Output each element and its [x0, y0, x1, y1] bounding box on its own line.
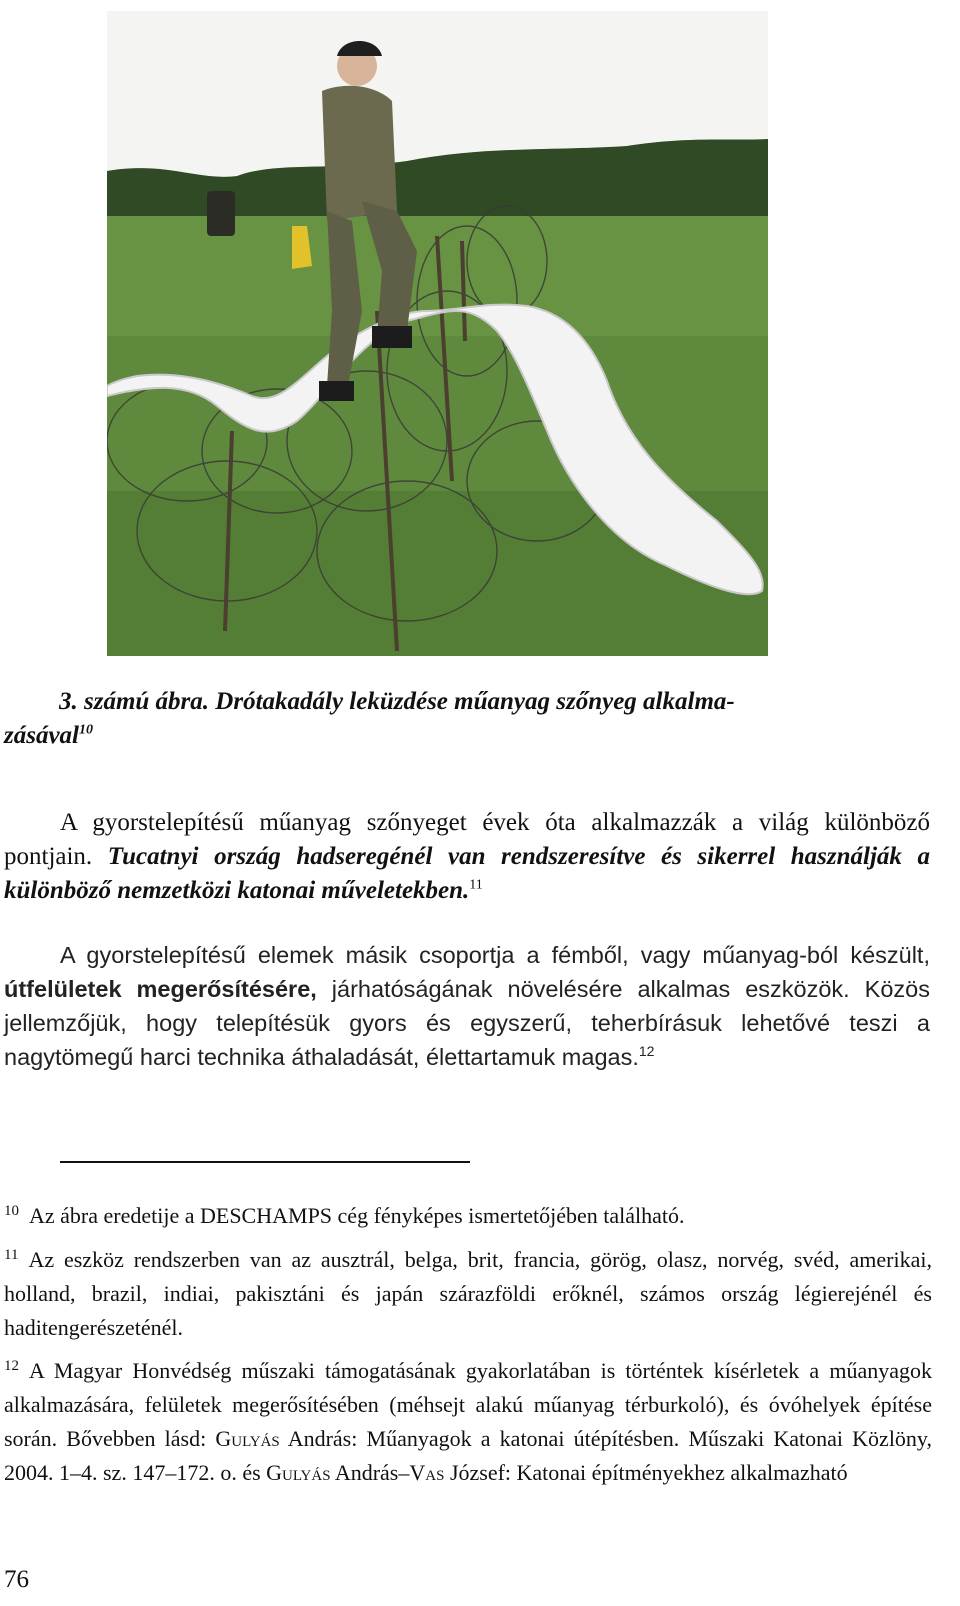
footnote-10-text: Az ábra eredetije a DESCHAMPS cég fényképes ismertetőjében található. [29, 1203, 685, 1228]
paragraph-2 [4, 938, 930, 1074]
footnote-12-text-1: A Magyar Honvédség műszaki támogatásának gyakorlatában is történtek kísérletek a műanyagok alkalmazására, felületek megerősítésében (méhsejt alakú műanyag térburkoló), és óvóhelyek építése során. Bővebben lásd: [4, 1358, 932, 1451]
paragraph-1-footnote-ref[interactable]: 11 [469, 877, 483, 893]
caption-line-2-text: zásával [4, 722, 79, 749]
caption-footnote-ref[interactable]: 10 [79, 722, 93, 738]
figure-caption [4, 685, 929, 753]
footnote-11-text: Az eszköz rendszerben van az ausztrál, belga, brit, francia, görög, olasz, norvég, svéd, amerikai, holland, brazil, indiai, pakisztáni és japán szárazföldi erőknél, számos ország légierejénél és haditengerészeténél. [4, 1247, 932, 1340]
paragraph-2-footnote-ref[interactable]: 12 [638, 1043, 655, 1060]
footnote-12-text-4: József: Katonai építményekhez alkalmazható [444, 1460, 848, 1485]
footnote-10 [4, 1199, 932, 1233]
paragraph-1-italic: Tucatnyi ország hadseregénél van rendszeresítve és sikerrel használják a különböző nemzetközi katonai műveletekben. [4, 843, 931, 904]
figure-photo [107, 11, 768, 656]
footnote-11-number: 11 [4, 1246, 19, 1263]
footnote-11 [4, 1243, 932, 1345]
paragraph-1 [4, 806, 930, 908]
footnote-12-text-3: András– [330, 1460, 410, 1485]
caption-line-1: 3. számú ábra. Drótakadály leküzdése műanyag szőnyeg alkalma- [59, 688, 735, 715]
footnote-12-text-2: András: Műanyagok a katonai útépítésben. Műszaki Katonai Közlöny, 2004. 1–4. sz. 147–172. o. és [4, 1426, 932, 1485]
page-number: 76 [4, 1566, 29, 1593]
footnote-12 [4, 1354, 932, 1490]
footnote-12-author-2: Gulyás [266, 1460, 331, 1485]
paragraph-2-bold: útfelületek megerősítésére, [4, 976, 317, 1002]
footnote-12-author-3: Vas [409, 1460, 445, 1485]
footnote-12-number: 12 [4, 1357, 19, 1374]
paragraph-1-text: A gyorstelepítésű műanyag szőnyeget évek óta alkalmazzák a világ különböző pontjain. [4, 809, 930, 870]
paragraph-2-text-1: A gyorstelepítésű elemek másik csoportja a fémből, vagy műanyag-ból készült, [60, 942, 930, 968]
footnote-12-author-1: Gulyás [215, 1426, 280, 1451]
footnote-10-number: 10 [4, 1202, 19, 1219]
footnote-separator [60, 1161, 470, 1163]
caption-line-2 [4, 719, 929, 753]
paragraph-2-text-2: járhatóságának növelésére alkalmas eszközök. Közös jellemzőjük, hogy telepítésük gyors és egyszerű, teherbírásuk lehetővé teszi a nagytömegű harci technika áthaladását, élettartamuk magas. [4, 976, 930, 1070]
